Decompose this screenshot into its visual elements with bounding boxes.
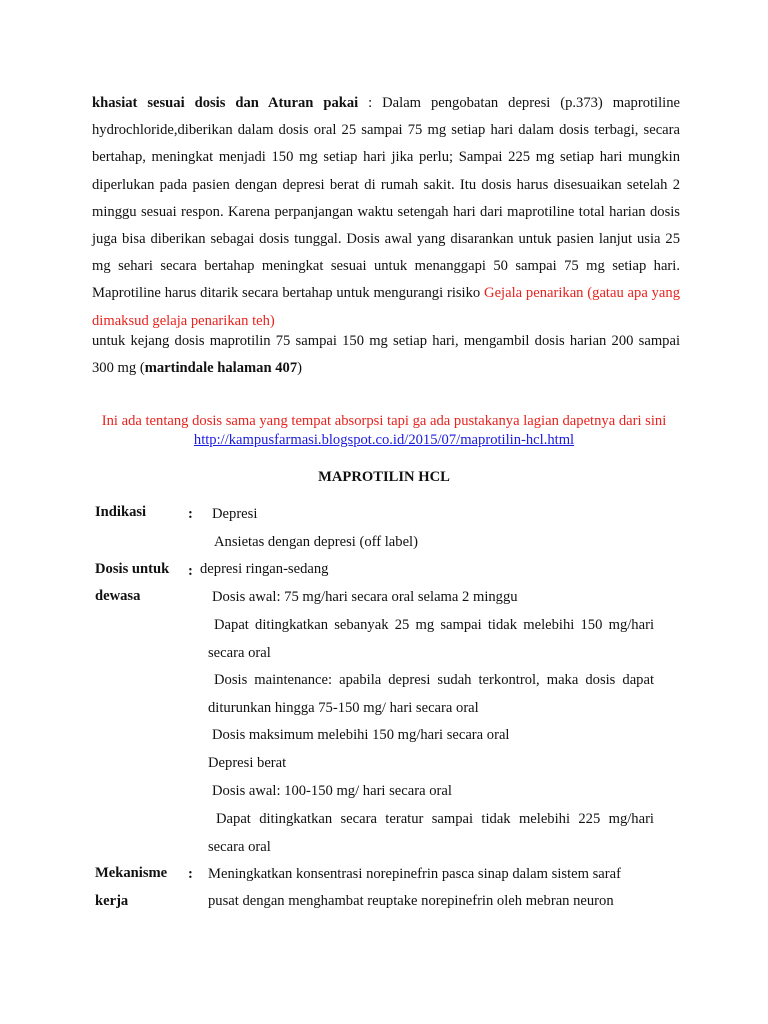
dosis-line-5: Dosis maintenance: apabila depresi sudah terkontrol, maka dosis dapat: [214, 672, 654, 688]
indikasi-label: Indikasi: [95, 504, 147, 520]
indikasi-colon: :: [188, 506, 193, 522]
dosis-line-8: Depresi berat: [208, 755, 287, 771]
mekanisme-colon: :: [188, 866, 193, 882]
dosis-line-9: Dosis awal: 100-150 mg/ hari secara oral: [212, 783, 452, 799]
dosis-line-1: depresi ringan-sedang: [200, 561, 329, 577]
dosis-line-4: secara oral: [208, 645, 271, 661]
source-link[interactable]: http://kampusfarmasi.blogspot.co.id/2015/07/maprotilin-hcl.html: [193, 432, 575, 448]
paragraph-lead: khasiat sesuai dosis dan Aturan pakai: [92, 95, 359, 111]
section-heading: MAPROTILIN HCL: [318, 469, 450, 485]
indikasi-line-1: Depresi: [212, 506, 258, 522]
dosis-label-line-2: dewasa: [95, 588, 141, 604]
mekanisme-line-1: Meningkatkan konsentrasi norepinefrin pasca sinap dalam sistem saraf: [208, 866, 621, 882]
seizure-paragraph: [92, 328, 680, 382]
dosis-colon: :: [188, 563, 193, 579]
paragraph-body: untuk kejang dosis maprotilin 75 sampai 150 mg setiap hari, mengambil dosis harian 200 sampai 300 mg (: [92, 333, 680, 377]
paragraph-body: : Dalam pengobatan depresi (p.373) maprotiline hydrochloride,diberikan dalam dosis oral 25 sampai 75 mg setiap hari dalam dosis terbagi, secara bertahap, meningkat menjadi 150 mg setiap hari jika perlu; Sampai 225 mg setiap hari mungkin diperlukan pada pasien dengan depresi berat di rumah sakit. Itu dosis harus disesuaikan setelah 2 minggu sesuai respon. Karena perpanjangan waktu setengah hari dari maprotiline total harian dosis juga bisa diberikan sebagai dosis tunggal. Dosis awal yang disarankan untuk pasien lanjut usia 25 mg sehari secara bertahap meningkat sesuai untuk menanggapi 50 sampai 75 mg setiap hari. Maprotiline harus ditarik secara bertahap untuk mengurangi risiko: [92, 95, 680, 302]
mekanisme-label-line-2: kerja: [95, 893, 129, 909]
source-note: [60, 412, 708, 450]
dosis-label-line-1: Dosis untuk: [95, 561, 170, 577]
mekanisme-label-line-1: Mekanisme: [95, 865, 168, 881]
source-note-text: Ini ada tentang dosis sama yang tempat absorpsi tapi ga ada pustakanya lagian dapetnya dari sini: [101, 413, 667, 429]
dosis-line-6: diturunkan hingga 75-150 mg/ hari secara oral: [208, 700, 479, 716]
indikasi-line-2: Ansietas dengan depresi (off label): [214, 534, 418, 550]
dosis-line-10: Dapat ditingkatkan secara teratur sampai tidak melebihi 225 mg/hari: [216, 811, 654, 827]
paragraph-close: ): [297, 360, 303, 377]
dosis-line-2: Dosis awal: 75 mg/hari secara oral selama 2 minggu: [212, 589, 518, 605]
dosis-line-11: secara oral: [208, 839, 271, 855]
dosis-line-3: Dapat ditingkatkan sebanyak 25 mg sampai tidak melebihi 150 mg/hari: [214, 617, 654, 633]
red-comment: Gejala penarikan (gatau apa yang dimaksud gelaja penarikan teh): [92, 285, 680, 329]
reference-bold: martindale halaman 407: [144, 360, 298, 377]
dosis-line-7: Dosis maksimum melebihi 150 mg/hari secara oral: [212, 727, 510, 743]
mekanisme-line-2: pusat dengan menghambat reuptake norepinefrin oleh mebran neuron: [208, 893, 614, 909]
dosage-paragraph: [92, 90, 680, 335]
